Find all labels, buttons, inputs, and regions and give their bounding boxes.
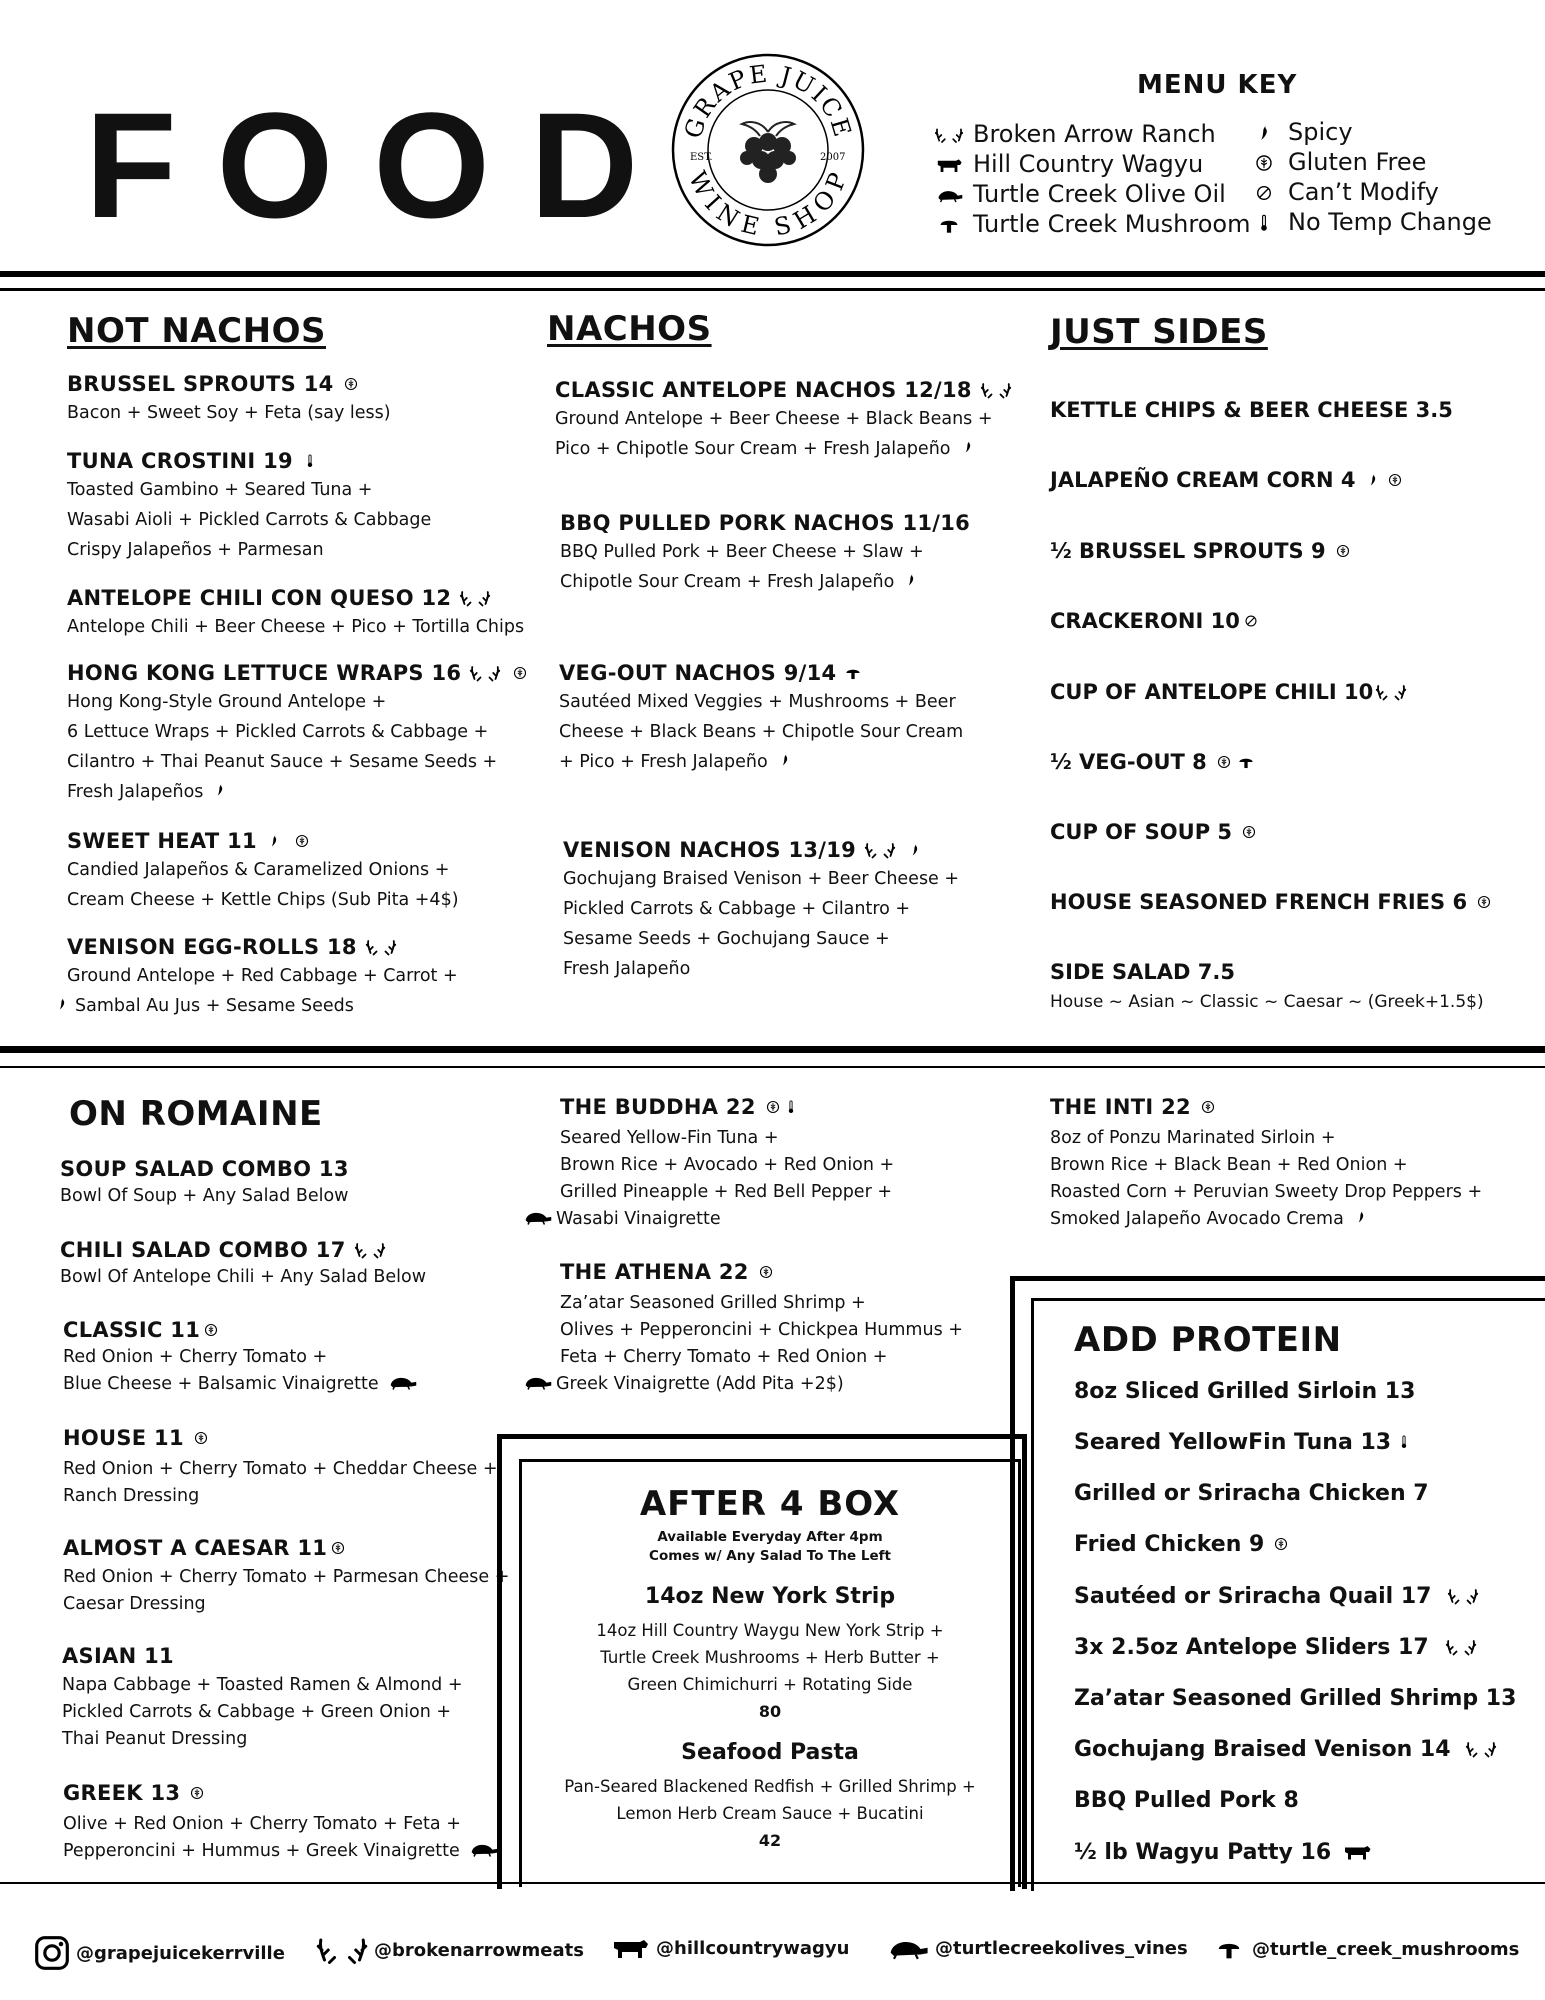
on-romaine-heading: ON ROMAINE xyxy=(69,1094,323,1134)
side-item: HOUSE SEASONED FRENCH FRIES 6 xyxy=(1050,890,1495,914)
pepper-icon xyxy=(1350,1208,1372,1226)
gluten-free-icon xyxy=(1473,892,1495,910)
menu-item: THE ATHENA 22 Za’atar Seasoned Grilled Shrimp + Olives + Pepperoncini + Chickpea Hummus + Feta + Cherry Tomato + Red Onion + Greek Vinaigrette (Add Pita +2$) xyxy=(560,1258,963,1398)
cow-icon xyxy=(935,153,963,175)
protein-title: ADD PROTEIN xyxy=(1074,1320,1342,1360)
menu-item: ALMOST A CAESAR 11 Red Onion + Cherry Tomato + Parmesan Cheese + Caesar Dressing xyxy=(63,1536,510,1614)
protein-item: Seared YellowFin Tuna 13 xyxy=(1074,1430,1415,1455)
thermometer-icon xyxy=(1393,1432,1415,1450)
after4-title: AFTER 4 BOX xyxy=(639,1484,901,1524)
antler-icon xyxy=(352,1238,388,1256)
side-item: CUP OF ANTELOPE CHILI 10 xyxy=(1050,680,1409,704)
instagram-icon xyxy=(34,1935,70,1971)
mushroom-icon xyxy=(1235,752,1257,770)
antler-icon xyxy=(935,123,963,145)
turtle-icon xyxy=(520,1208,554,1226)
pepper-icon xyxy=(904,838,926,856)
menu-item: CLASSIC ANTELOPE NACHOS 12/18 Ground Antelope + Beer Cheese + Black Beans + Pico + Chipotle Sour Cream + Fresh Jalapeño xyxy=(555,376,1014,464)
protein-item: 8oz Sliced Grilled Sirloin 13 xyxy=(1074,1379,1416,1404)
antler-icon xyxy=(862,838,898,856)
gluten-free-icon xyxy=(340,372,362,390)
pepper-icon xyxy=(1250,121,1278,143)
divider-middle xyxy=(0,1046,1545,1053)
thermometer-icon xyxy=(299,449,321,467)
gluten-free-icon xyxy=(327,1536,349,1554)
gluten-free-icon xyxy=(1213,752,1235,770)
cow-icon xyxy=(610,1935,650,1961)
pepper-icon xyxy=(51,993,73,1011)
menu-item: BBQ PULLED PORK NACHOS 11/16 BBQ Pulled Pork + Beer Cheese + Slaw + Chipotle Sour Cream + Fresh Jalapeño xyxy=(560,511,971,592)
logo-top-text: GRAPE JUICE xyxy=(678,59,858,142)
menu-item: VEG-OUT NACHOS 9/14 Sautéed Mixed Veggies + Mushrooms + Beer Cheese + Black Beans + Chipotle Sour Cream + Pico + Fresh Jalapeño xyxy=(559,661,964,772)
menu-item: THE INTI 22 8oz of Ponzu Marinated Sirloin + Brown Rice + Black Bean + Red Onion + Roasted Corn + Peruvian Sweety Drop Peppers + Smoked Jalapeño Avocado Crema xyxy=(1050,1095,1483,1229)
after4-box: AFTER 4 BOX Available Everyday After 4pm Comes w/ Any Salad To The Left 14oz New York Strip 14oz Hill Country Waygu New York Strip + Turtle Creek Mushrooms + Herb Butter + Green Chimichurri + Rotating Side 80 Seafood Pasta Pan-Seared Blackened Redfish + Grilled Shrimp + Lemon Herb Cream Sauce + Bucatini 42 xyxy=(519,1459,1021,1887)
after4-price: 80 xyxy=(758,1702,782,1721)
side-item: ½ BRUSSEL SPROUTS 9 xyxy=(1050,539,1354,563)
after4-item-name: 14oz New York Strip xyxy=(644,1584,896,1609)
protein-item: Fried Chicken 9 xyxy=(1074,1532,1292,1557)
gluten-free-icon xyxy=(1332,541,1354,559)
gluten-free-icon xyxy=(1270,1534,1292,1552)
protein-item: BBQ Pulled Pork 8 xyxy=(1074,1788,1299,1813)
thermometer-icon xyxy=(780,1095,802,1113)
side-item: SIDE SALAD 7.5 xyxy=(1050,960,1235,984)
no-modify-icon xyxy=(1240,611,1262,629)
menu-item: TUNA CROSTINI 19 Toasted Gambino + Seared Tuna + Wasabi Aioli + Pickled Carrots & Cabbage Crispy Jalapeños + Parmesan xyxy=(67,449,432,560)
footer-social[interactable] xyxy=(885,1935,1188,1961)
cow-icon xyxy=(1341,1842,1373,1860)
side-salad-desc: House ~ Asian ~ Classic ~ Caesar ~ (Greek+1.5$) xyxy=(1050,992,1484,1012)
menu-key-right: Spicy Gluten Free Can’t Modify No Temp Change xyxy=(1250,117,1492,237)
antler-icon xyxy=(316,1935,368,1965)
menu-item: VENISON NACHOS 13/19 Gochujang Braised Venison + Beer Cheese + Pickled Carrots & Cabbage + Cilantro + Sesame Seeds + Gochujang Sauce + Fresh Jalapeño xyxy=(563,838,960,979)
gluten-free-icon xyxy=(1197,1095,1219,1113)
menu-item: VENISON EGG-ROLLS 18 Ground Antelope + Red Cabbage + Carrot + Sambal Au Jus + Sesame Seeds xyxy=(67,933,458,1021)
footer-handle[interactable]: @grapejuicekerrville xyxy=(76,1942,285,1964)
gluten-free-icon xyxy=(1238,822,1260,840)
side-item: CUP OF SOUP 5 xyxy=(1050,820,1260,844)
menu-item: ANTELOPE CHILI CON QUESO 12 Antelope Chili + Beer Cheese + Pico + Tortilla Chips xyxy=(67,586,525,637)
protein-item: Gochujang Braised Venison 14 xyxy=(1074,1737,1499,1762)
not-nachos-heading: NOT NACHOS xyxy=(67,311,326,351)
after4-item-name: Seafood Pasta xyxy=(681,1740,859,1765)
divider-top xyxy=(0,271,1545,277)
after4-price: 42 xyxy=(758,1831,782,1850)
footer-handle[interactable]: @turtlecreekolives_vines xyxy=(935,1937,1188,1959)
gluten-free-icon xyxy=(509,661,531,679)
gluten-free-icon xyxy=(291,829,313,847)
antler-icon xyxy=(1373,682,1409,700)
menu-item: SOUP SALAD COMBO 13 Bowl Of Soup + Any Salad Below xyxy=(60,1157,349,1206)
gluten-free-icon xyxy=(200,1318,222,1336)
menu-item: CHILI SALAD COMBO 17 Bowl Of Antelope Chili + Any Salad Below xyxy=(60,1238,427,1287)
thermometer-icon xyxy=(1250,211,1278,233)
side-item: KETTLE CHIPS & BEER CHEESE 3.5 xyxy=(1050,398,1453,422)
antler-icon xyxy=(457,586,493,604)
turtle-icon xyxy=(885,1935,929,1961)
after4-sub2: Comes w/ Any Salad To The Left xyxy=(649,1548,891,1564)
pepper-icon xyxy=(957,436,979,454)
menu-item: GREEK 13 Olive + Red Onion + Cherry Tomato + Feta + Pepperoncini + Hummus + Greek Vinaigrette xyxy=(63,1779,500,1865)
menu-item: BRUSSEL SPROUTS 14 Bacon + Sweet Soy + Feta (say less) xyxy=(67,372,391,423)
turtle-icon xyxy=(520,1373,554,1391)
menu-item: ASIAN 11 Napa Cabbage + Toasted Ramen & Almond + Pickled Carrots & Cabbage + Green Onion + Thai Peanut Dressing xyxy=(62,1644,463,1749)
menu-item: THE BUDDHA 22 Seared Yellow-Fin Tuna + Brown Rice + Avocado + Red Onion + Grilled Pineapple + Red Bell Pepper + Wasabi Vinaigrette xyxy=(560,1093,894,1233)
side-item: ½ VEG-OUT 8 xyxy=(1050,750,1257,774)
antler-icon xyxy=(1443,1637,1479,1655)
menu-item: HOUSE 11 Red Onion + Cherry Tomato + Cheddar Cheese + Ranch Dressing xyxy=(63,1426,498,1506)
antler-icon xyxy=(978,378,1014,396)
protein-item: 3x 2.5oz Antelope Sliders 17 xyxy=(1074,1635,1479,1660)
pepper-icon xyxy=(900,569,922,587)
footer-social[interactable] xyxy=(610,1935,849,1961)
footer-social[interactable] xyxy=(1212,1935,1519,1963)
mushroom-icon xyxy=(1212,1935,1246,1963)
pepper-icon xyxy=(263,829,285,847)
menu-item: HONG KONG LETTUCE WRAPS 16 Hong Kong-Style Ground Antelope + 6 Lettuce Wraps + Pickled Carrots & Cabbage + Cilantro + Thai Peanut Sauce + Sesame Seeds + Fresh Jalapeños xyxy=(67,659,531,807)
gluten-free-icon xyxy=(1384,470,1406,488)
pepper-icon xyxy=(774,749,796,767)
gluten-free-icon xyxy=(190,1426,212,1444)
protein-item: ½ lb Wagyu Patty 16 xyxy=(1074,1840,1373,1865)
footer-handle[interactable]: @hillcountrywagyu xyxy=(656,1937,850,1959)
mushroom-icon xyxy=(935,213,963,235)
footer-handle[interactable]: @turtle_creek_mushrooms xyxy=(1252,1938,1520,1960)
turtle-icon xyxy=(935,183,963,205)
footer-social[interactable] xyxy=(34,1935,285,1971)
grape-juice-logo xyxy=(670,52,866,248)
gluten-free-icon xyxy=(755,1260,777,1278)
nachos-heading: NACHOS xyxy=(547,309,712,349)
no-modify-icon xyxy=(1250,181,1278,203)
gluten-free-icon xyxy=(186,1781,208,1799)
antler-icon xyxy=(363,935,399,953)
svg-text:GRAPE JUICE xyxy=(679,59,857,141)
footer-handle[interactable]: @brokenarrowmeats xyxy=(374,1939,584,1961)
side-item: JALAPEÑO CREAM CORN 4 xyxy=(1050,468,1406,492)
protein-item: Grilled or Sriracha Chicken 7 xyxy=(1074,1481,1429,1506)
logo-est: EST. xyxy=(690,152,713,163)
divider-bottom xyxy=(0,1882,1545,1884)
divider-middle-thin xyxy=(0,1066,1545,1068)
menu-key-title: MENU KEY xyxy=(1137,70,1298,100)
side-item: CRACKERONI 10 xyxy=(1050,609,1262,633)
divider-top-thin xyxy=(0,288,1545,291)
antler-icon xyxy=(1463,1739,1499,1757)
mushroom-icon xyxy=(842,661,864,679)
turtle-icon xyxy=(385,1373,419,1391)
gluten-free-icon xyxy=(1250,151,1278,173)
protein-item: Sautéed or Sriracha Quail 17 xyxy=(1074,1584,1481,1609)
pepper-icon xyxy=(1362,470,1384,488)
antler-icon xyxy=(1445,1586,1481,1604)
pepper-icon xyxy=(209,779,231,797)
menu-item: SWEET HEAT 11 Candied Jalapeños & Caramelized Onions + Cream Cheese + Kettle Chips (Sub Pita +4$) xyxy=(67,829,459,910)
footer-social[interactable] xyxy=(316,1935,584,1965)
just-sides-heading: JUST SIDES xyxy=(1050,312,1268,352)
antler-icon xyxy=(467,661,503,679)
after4-sub1: Available Everyday After 4pm xyxy=(657,1529,883,1545)
logo-bottom-text: WINE SHOP xyxy=(682,167,853,242)
protein-item: Za’atar Seasoned Grilled Shrimp 13 xyxy=(1074,1686,1517,1711)
menu-item: CLASSIC 11 Red Onion + Cherry Tomato + Blue Cheese + Balsamic Vinaigrette xyxy=(63,1316,419,1398)
logo-year: 2007 xyxy=(820,152,846,163)
page-title: FOOD xyxy=(85,81,679,249)
menu-key-left: Broken Arrow Ranch Hill Country Wagyu Turtle Creek Olive Oil Turtle Creek Mushroom xyxy=(935,119,1250,239)
turtle-icon xyxy=(466,1840,500,1858)
